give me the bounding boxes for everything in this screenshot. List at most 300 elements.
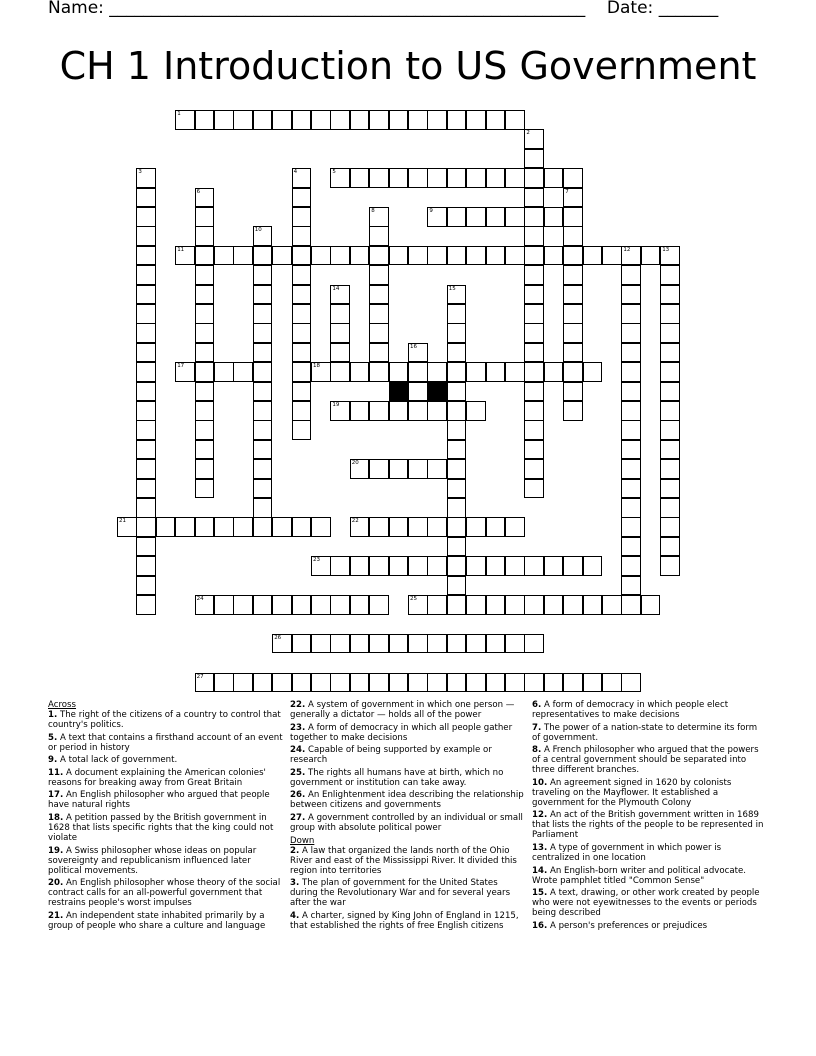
grid-cell[interactable] xyxy=(621,595,641,615)
grid-cell[interactable] xyxy=(524,168,544,188)
grid-cell[interactable] xyxy=(292,168,312,188)
grid-cell[interactable] xyxy=(408,382,428,402)
grid-cell[interactable] xyxy=(524,188,544,208)
grid-cell[interactable] xyxy=(292,323,312,343)
grid-cell[interactable] xyxy=(272,673,292,693)
grid-cell[interactable] xyxy=(505,207,525,227)
grid-cell[interactable] xyxy=(544,673,564,693)
grid-cell[interactable] xyxy=(447,595,467,615)
grid-cell[interactable] xyxy=(292,285,312,305)
grid-cell[interactable] xyxy=(292,188,312,208)
grid-cell[interactable] xyxy=(389,673,409,693)
grid-cell[interactable] xyxy=(563,401,583,421)
grid-cell[interactable] xyxy=(524,226,544,246)
grid-cell[interactable] xyxy=(544,595,564,615)
grid-cell[interactable] xyxy=(195,673,215,693)
grid-cell[interactable] xyxy=(136,285,156,305)
grid-cell[interactable] xyxy=(369,323,389,343)
grid-cell[interactable] xyxy=(214,362,234,382)
grid-cell[interactable] xyxy=(253,440,273,460)
grid-cell[interactable] xyxy=(253,673,273,693)
grid-cell[interactable] xyxy=(292,207,312,227)
grid-cell[interactable] xyxy=(272,634,292,654)
grid-cell[interactable] xyxy=(563,285,583,305)
grid-cell[interactable] xyxy=(583,246,603,266)
grid-cell[interactable] xyxy=(330,168,350,188)
grid-cell[interactable] xyxy=(563,323,583,343)
grid-cell[interactable] xyxy=(350,459,370,479)
grid-cell[interactable] xyxy=(408,634,428,654)
grid-cell[interactable] xyxy=(136,556,156,576)
grid-cell[interactable] xyxy=(253,479,273,499)
grid-cell[interactable] xyxy=(369,556,389,576)
grid-cell[interactable] xyxy=(447,459,467,479)
grid-cell[interactable] xyxy=(389,401,409,421)
grid-cell[interactable] xyxy=(195,304,215,324)
grid-cell[interactable] xyxy=(427,517,447,537)
grid-cell[interactable] xyxy=(272,110,292,130)
grid-cell[interactable] xyxy=(447,440,467,460)
grid-cell[interactable] xyxy=(369,304,389,324)
grid-cell[interactable] xyxy=(253,420,273,440)
grid-cell[interactable] xyxy=(253,265,273,285)
grid-cell[interactable] xyxy=(505,246,525,266)
grid-cell[interactable] xyxy=(524,440,544,460)
grid-cell[interactable] xyxy=(311,595,331,615)
grid-cell[interactable] xyxy=(350,246,370,266)
grid-cell[interactable] xyxy=(389,556,409,576)
grid-cell[interactable] xyxy=(486,168,506,188)
grid-cell[interactable] xyxy=(427,362,447,382)
grid-cell[interactable] xyxy=(660,246,680,266)
grid-cell[interactable] xyxy=(136,265,156,285)
grid-cell[interactable] xyxy=(389,168,409,188)
grid-cell[interactable] xyxy=(330,595,350,615)
grid-cell[interactable] xyxy=(621,517,641,537)
grid-cell[interactable] xyxy=(136,576,156,596)
grid-cell[interactable] xyxy=(408,595,428,615)
grid-cell[interactable] xyxy=(602,673,622,693)
grid-cell[interactable] xyxy=(330,362,350,382)
grid-cell[interactable] xyxy=(583,556,603,576)
grid-cell[interactable] xyxy=(563,382,583,402)
grid-cell[interactable] xyxy=(621,246,641,266)
grid-cell[interactable] xyxy=(505,362,525,382)
grid-cell[interactable] xyxy=(524,149,544,169)
grid-cell[interactable] xyxy=(486,634,506,654)
grid-cell[interactable] xyxy=(660,323,680,343)
grid-cell[interactable] xyxy=(233,362,253,382)
grid-cell[interactable] xyxy=(563,246,583,266)
grid-cell[interactable] xyxy=(136,246,156,266)
grid-cell[interactable] xyxy=(408,459,428,479)
grid-cell[interactable] xyxy=(369,110,389,130)
grid-cell[interactable] xyxy=(330,246,350,266)
grid-cell[interactable] xyxy=(427,634,447,654)
grid-cell[interactable] xyxy=(292,401,312,421)
grid-cell[interactable] xyxy=(621,537,641,557)
grid-cell[interactable] xyxy=(311,110,331,130)
grid-cell[interactable] xyxy=(583,595,603,615)
grid-cell[interactable] xyxy=(466,673,486,693)
grid-cell[interactable] xyxy=(369,401,389,421)
grid-cell[interactable] xyxy=(292,110,312,130)
grid-cell[interactable] xyxy=(486,110,506,130)
grid-cell[interactable] xyxy=(621,479,641,499)
grid-cell[interactable] xyxy=(563,265,583,285)
grid-cell[interactable] xyxy=(195,188,215,208)
grid-cell[interactable] xyxy=(292,673,312,693)
grid-cell[interactable] xyxy=(583,673,603,693)
grid-cell[interactable] xyxy=(117,517,137,537)
grid-cell[interactable] xyxy=(156,517,176,537)
grid-cell[interactable] xyxy=(486,362,506,382)
grid-cell[interactable] xyxy=(389,517,409,537)
grid-cell[interactable] xyxy=(544,246,564,266)
grid-cell[interactable] xyxy=(175,246,195,266)
grid-cell[interactable] xyxy=(233,673,253,693)
grid-cell[interactable] xyxy=(505,595,525,615)
grid-cell[interactable] xyxy=(350,595,370,615)
grid-cell[interactable] xyxy=(136,420,156,440)
grid-cell[interactable] xyxy=(389,246,409,266)
grid-cell[interactable] xyxy=(660,556,680,576)
grid-cell[interactable] xyxy=(524,362,544,382)
grid-cell[interactable] xyxy=(292,595,312,615)
grid-cell[interactable] xyxy=(330,323,350,343)
grid-cell[interactable] xyxy=(524,382,544,402)
grid-cell[interactable] xyxy=(311,634,331,654)
grid-cell[interactable] xyxy=(660,285,680,305)
grid-cell[interactable] xyxy=(175,517,195,537)
grid-cell[interactable] xyxy=(311,556,331,576)
grid-cell[interactable] xyxy=(505,517,525,537)
grid-cell[interactable] xyxy=(486,556,506,576)
grid-cell[interactable] xyxy=(524,401,544,421)
grid-cell[interactable] xyxy=(292,226,312,246)
grid-cell[interactable] xyxy=(544,556,564,576)
grid-cell[interactable] xyxy=(330,343,350,363)
grid-cell[interactable] xyxy=(311,362,331,382)
grid-cell[interactable] xyxy=(408,246,428,266)
grid-cell[interactable] xyxy=(447,479,467,499)
grid-cell[interactable] xyxy=(292,382,312,402)
grid-cell[interactable] xyxy=(369,459,389,479)
grid-cell[interactable] xyxy=(214,110,234,130)
grid-cell[interactable] xyxy=(350,634,370,654)
grid-cell[interactable] xyxy=(195,479,215,499)
grid-cell[interactable] xyxy=(136,537,156,557)
grid-cell[interactable] xyxy=(505,673,525,693)
grid-cell[interactable] xyxy=(195,110,215,130)
grid-cell[interactable] xyxy=(660,343,680,363)
grid-cell[interactable] xyxy=(621,304,641,324)
grid-cell[interactable] xyxy=(233,110,253,130)
grid-cell[interactable] xyxy=(621,576,641,596)
grid-cell[interactable] xyxy=(195,323,215,343)
grid-cell[interactable] xyxy=(466,168,486,188)
grid-cell[interactable] xyxy=(272,246,292,266)
grid-cell[interactable] xyxy=(136,226,156,246)
grid-cell[interactable] xyxy=(292,304,312,324)
grid-cell[interactable] xyxy=(350,362,370,382)
grid-cell[interactable] xyxy=(195,362,215,382)
grid-cell[interactable] xyxy=(466,362,486,382)
grid-cell[interactable] xyxy=(660,517,680,537)
grid-cell[interactable] xyxy=(466,246,486,266)
grid-cell[interactable] xyxy=(524,285,544,305)
grid-cell[interactable] xyxy=(524,129,544,149)
grid-cell[interactable] xyxy=(369,595,389,615)
grid-cell[interactable] xyxy=(214,246,234,266)
grid-cell[interactable] xyxy=(330,634,350,654)
grid-cell[interactable] xyxy=(136,595,156,615)
grid-cell[interactable] xyxy=(447,634,467,654)
grid-cell[interactable] xyxy=(621,440,641,460)
grid-cell[interactable] xyxy=(136,343,156,363)
grid-cell[interactable] xyxy=(524,304,544,324)
grid-cell[interactable] xyxy=(195,207,215,227)
grid-cell[interactable] xyxy=(195,459,215,479)
grid-cell[interactable] xyxy=(253,517,273,537)
grid-cell[interactable] xyxy=(486,517,506,537)
grid-cell[interactable] xyxy=(447,420,467,440)
grid-cell[interactable] xyxy=(350,168,370,188)
grid-cell[interactable] xyxy=(253,246,273,266)
grid-cell[interactable] xyxy=(292,265,312,285)
grid-cell[interactable] xyxy=(466,634,486,654)
grid-cell[interactable] xyxy=(330,556,350,576)
grid-cell[interactable] xyxy=(563,343,583,363)
grid-cell[interactable] xyxy=(524,673,544,693)
grid-cell[interactable] xyxy=(621,323,641,343)
grid-cell[interactable] xyxy=(136,459,156,479)
grid-cell[interactable] xyxy=(447,576,467,596)
grid-cell[interactable] xyxy=(195,440,215,460)
grid-cell[interactable] xyxy=(292,343,312,363)
grid-cell[interactable] xyxy=(195,285,215,305)
grid-cell[interactable] xyxy=(427,401,447,421)
grid-cell[interactable] xyxy=(233,246,253,266)
grid-cell[interactable] xyxy=(214,673,234,693)
grid-cell[interactable] xyxy=(466,110,486,130)
grid-cell[interactable] xyxy=(369,246,389,266)
grid-cell[interactable] xyxy=(466,401,486,421)
grid-cell[interactable] xyxy=(233,517,253,537)
grid-cell[interactable] xyxy=(641,246,661,266)
grid-cell[interactable] xyxy=(369,265,389,285)
grid-cell[interactable] xyxy=(583,362,603,382)
grid-cell[interactable] xyxy=(136,362,156,382)
grid-cell[interactable] xyxy=(369,343,389,363)
grid-cell[interactable] xyxy=(253,226,273,246)
grid-cell[interactable] xyxy=(214,517,234,537)
grid-cell[interactable] xyxy=(466,595,486,615)
grid-cell[interactable] xyxy=(447,401,467,421)
grid-cell[interactable] xyxy=(136,479,156,499)
grid-cell[interactable] xyxy=(195,401,215,421)
grid-cell[interactable] xyxy=(505,110,525,130)
grid-cell[interactable] xyxy=(195,265,215,285)
grid-cell[interactable] xyxy=(563,362,583,382)
grid-cell[interactable] xyxy=(369,362,389,382)
grid-cell[interactable] xyxy=(602,595,622,615)
grid-cell[interactable] xyxy=(292,634,312,654)
grid-cell[interactable] xyxy=(621,343,641,363)
grid-cell[interactable] xyxy=(292,420,312,440)
grid-cell[interactable] xyxy=(136,207,156,227)
grid-cell[interactable] xyxy=(330,285,350,305)
grid-cell[interactable] xyxy=(136,323,156,343)
grid-cell[interactable] xyxy=(195,595,215,615)
grid-cell[interactable] xyxy=(272,595,292,615)
grid-cell[interactable] xyxy=(660,420,680,440)
grid-cell[interactable] xyxy=(466,556,486,576)
grid-cell[interactable] xyxy=(389,110,409,130)
grid-cell[interactable] xyxy=(660,459,680,479)
grid-cell[interactable] xyxy=(621,498,641,518)
grid-cell[interactable] xyxy=(311,246,331,266)
grid-cell[interactable] xyxy=(350,517,370,537)
grid-cell[interactable] xyxy=(505,634,525,654)
grid-cell[interactable] xyxy=(524,556,544,576)
grid-cell[interactable] xyxy=(253,110,273,130)
grid-cell[interactable] xyxy=(544,207,564,227)
grid-cell[interactable] xyxy=(311,673,331,693)
grid-cell[interactable] xyxy=(311,517,331,537)
grid-cell[interactable] xyxy=(563,304,583,324)
grid-cell[interactable] xyxy=(136,498,156,518)
grid-cell[interactable] xyxy=(505,556,525,576)
grid-cell[interactable] xyxy=(660,479,680,499)
grid-cell[interactable] xyxy=(524,323,544,343)
grid-cell[interactable] xyxy=(660,265,680,285)
grid-cell[interactable] xyxy=(330,110,350,130)
grid-cell[interactable] xyxy=(660,304,680,324)
grid-cell[interactable] xyxy=(447,362,467,382)
grid-cell[interactable] xyxy=(136,304,156,324)
grid-cell[interactable] xyxy=(136,382,156,402)
grid-cell[interactable] xyxy=(369,226,389,246)
grid-cell[interactable] xyxy=(563,226,583,246)
grid-cell[interactable] xyxy=(621,459,641,479)
grid-cell[interactable] xyxy=(330,401,350,421)
grid-cell[interactable] xyxy=(214,595,234,615)
grid-cell[interactable] xyxy=(389,634,409,654)
grid-cell[interactable] xyxy=(408,556,428,576)
grid-cell[interactable] xyxy=(660,537,680,557)
grid-cell[interactable] xyxy=(330,673,350,693)
grid-cell[interactable] xyxy=(621,420,641,440)
date-blank[interactable]: _______ xyxy=(658,0,719,18)
grid-cell[interactable] xyxy=(253,401,273,421)
grid-cell[interactable] xyxy=(524,479,544,499)
grid-cell[interactable] xyxy=(427,207,447,227)
grid-cell[interactable] xyxy=(524,207,544,227)
grid-cell[interactable] xyxy=(641,595,661,615)
grid-cell[interactable] xyxy=(369,673,389,693)
grid-cell[interactable] xyxy=(621,556,641,576)
grid-cell[interactable] xyxy=(175,110,195,130)
grid-cell[interactable] xyxy=(272,517,292,537)
grid-cell[interactable] xyxy=(447,517,467,537)
grid-cell[interactable] xyxy=(253,323,273,343)
grid-cell[interactable] xyxy=(408,673,428,693)
grid-cell[interactable] xyxy=(253,285,273,305)
grid-cell[interactable] xyxy=(544,362,564,382)
grid-cell[interactable] xyxy=(602,246,622,266)
grid-cell[interactable] xyxy=(466,517,486,537)
name-blank[interactable]: ________________________________________________________ xyxy=(109,0,586,18)
grid-cell[interactable] xyxy=(544,168,564,188)
grid-cell[interactable] xyxy=(369,207,389,227)
grid-cell[interactable] xyxy=(350,556,370,576)
grid-cell[interactable] xyxy=(408,343,428,363)
grid-cell[interactable] xyxy=(447,673,467,693)
grid-cell[interactable] xyxy=(524,420,544,440)
grid-cell[interactable] xyxy=(621,285,641,305)
grid-cell[interactable] xyxy=(350,110,370,130)
grid-cell[interactable] xyxy=(563,595,583,615)
grid-cell[interactable] xyxy=(447,498,467,518)
grid-cell[interactable] xyxy=(292,517,312,537)
grid-cell[interactable] xyxy=(447,207,467,227)
grid-cell[interactable] xyxy=(524,265,544,285)
grid-cell[interactable] xyxy=(447,285,467,305)
grid-cell[interactable] xyxy=(195,343,215,363)
grid-cell[interactable] xyxy=(486,246,506,266)
grid-cell[interactable] xyxy=(447,537,467,557)
grid-cell[interactable] xyxy=(621,673,641,693)
grid-cell[interactable] xyxy=(563,188,583,208)
grid-cell[interactable] xyxy=(408,401,428,421)
grid-cell[interactable] xyxy=(447,556,467,576)
grid-cell[interactable] xyxy=(486,207,506,227)
grid-cell[interactable] xyxy=(524,459,544,479)
grid-cell[interactable] xyxy=(524,343,544,363)
grid-cell[interactable] xyxy=(253,595,273,615)
grid-cell[interactable] xyxy=(350,673,370,693)
grid-cell[interactable] xyxy=(195,246,215,266)
grid-cell[interactable] xyxy=(389,459,409,479)
grid-cell[interactable] xyxy=(660,382,680,402)
grid-cell[interactable] xyxy=(447,168,467,188)
grid-cell[interactable] xyxy=(427,595,447,615)
grid-cell[interactable] xyxy=(253,343,273,363)
grid-cell[interactable] xyxy=(660,440,680,460)
grid-cell[interactable] xyxy=(427,673,447,693)
grid-cell[interactable] xyxy=(136,440,156,460)
grid-cell[interactable] xyxy=(427,168,447,188)
grid-cell[interactable] xyxy=(621,401,641,421)
grid-cell[interactable] xyxy=(330,304,350,324)
grid-cell[interactable] xyxy=(136,168,156,188)
grid-cell[interactable] xyxy=(369,634,389,654)
grid-cell[interactable] xyxy=(621,382,641,402)
grid-cell[interactable] xyxy=(195,420,215,440)
grid-cell[interactable] xyxy=(660,401,680,421)
grid-cell[interactable] xyxy=(447,343,467,363)
grid-cell[interactable] xyxy=(233,595,253,615)
grid-cell[interactable] xyxy=(369,285,389,305)
grid-cell[interactable] xyxy=(195,517,215,537)
grid-cell[interactable] xyxy=(621,265,641,285)
grid-cell[interactable] xyxy=(621,362,641,382)
grid-cell[interactable] xyxy=(427,246,447,266)
grid-cell[interactable] xyxy=(408,362,428,382)
grid-cell[interactable] xyxy=(253,362,273,382)
grid-cell[interactable] xyxy=(563,168,583,188)
